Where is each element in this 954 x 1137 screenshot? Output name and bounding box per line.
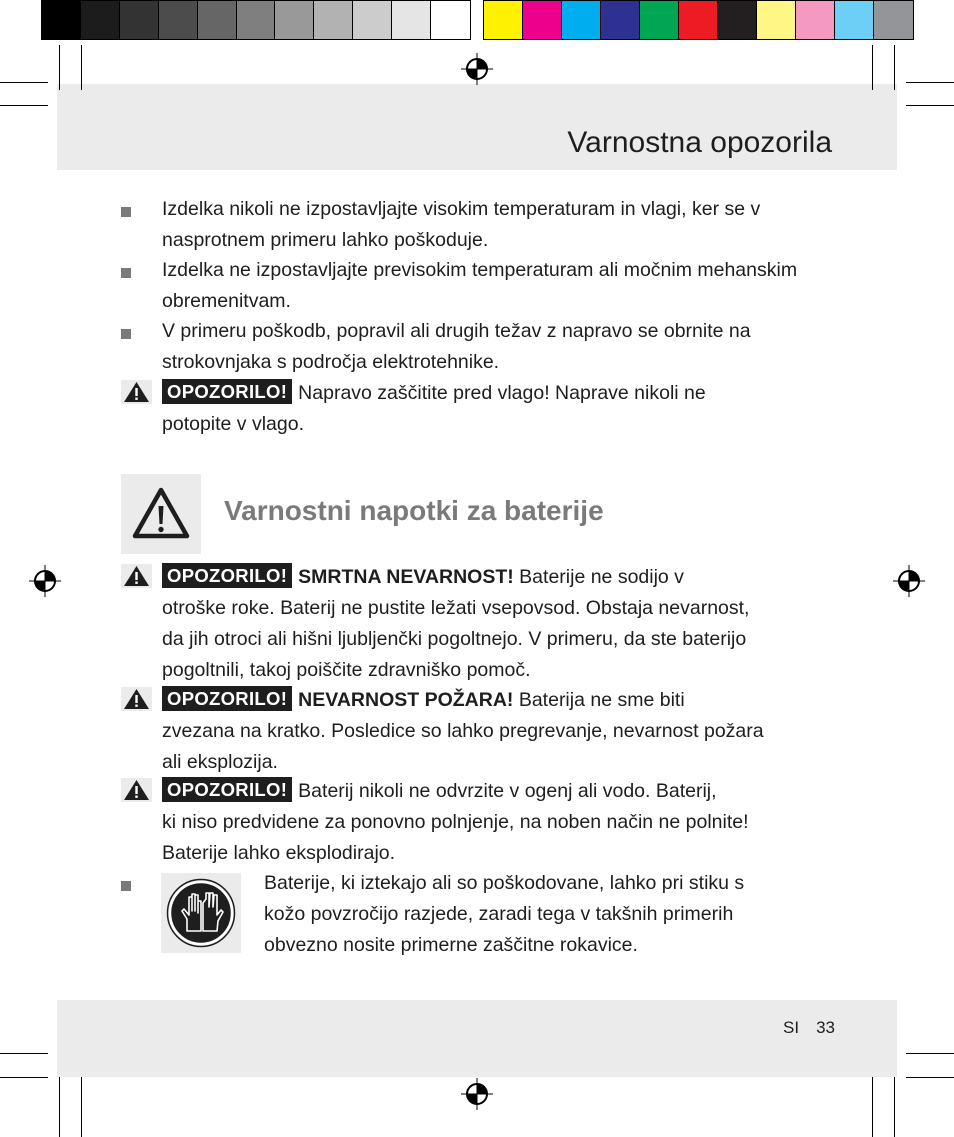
color-swatch [757,1,796,39]
color-swatch [353,1,392,39]
list-item-line: Izdelka nikoli ne izpostavljajte visokim temperaturam in vlagi, ker se v [162,198,761,220]
warning-strong-text: SMRTNA NEVARNOST! [298,566,514,588]
color-swatch [484,1,523,39]
warning-line: pogoltnili, takoj poiščite zdravniško pomoč. [162,659,531,681]
crop-mark [0,1053,48,1054]
warning-first-line [162,378,842,409]
color-swatch [640,1,679,39]
color-swatch [679,1,718,39]
bullet-marker [121,207,131,217]
list-item-line: strokovnjaka s področja elektrotehnike. [162,351,500,373]
color-swatch [237,1,276,39]
color-swatch [718,1,757,39]
list-item-line: nasprotnem primeru lahko poškoduje. [162,229,489,251]
warning-item [162,685,842,778]
warning-triangle-icon [121,687,152,711]
warning-line: Baterije lahko eksplodirajo. [162,842,396,864]
registration-mark-icon [29,565,61,597]
footer-band [57,1000,897,1077]
color-swatch [523,1,562,39]
warning-line: da jih otroci ali hišni ljubljenčki pogoltnejo. V primeru, da ste baterijo [162,628,747,650]
crop-mark [59,1075,60,1137]
warning-item [162,776,842,869]
color-swatch [796,1,835,39]
list-item-line: Izdelka ne izpostavljajte previsokim temperaturam ali močnim mehanskim [162,259,798,281]
registration-mark-icon [461,53,493,85]
list-item-line: obremenitvam. [162,290,291,312]
crop-mark [0,105,48,106]
list-item [162,316,842,378]
warning-line: ki niso predvidene za ponovno polnjenje, na noben način ne polnite! [162,811,749,833]
crop-mark [906,105,954,106]
glove-item-text [264,868,824,961]
color-swatch [314,1,353,39]
warning-badge: OPOZORILO! [162,379,292,404]
list-item-line: obvezno nosite primerne zaščitne rokavice. [264,934,638,956]
crop-mark [894,1075,895,1137]
crop-mark [872,45,873,90]
bullet-marker [121,268,131,278]
warning-badge: OPOZORILO! [162,563,292,588]
color-swatch [42,1,81,39]
crop-mark [906,1077,954,1078]
warning-line: otroške roke. Baterij ne pustite ležati vsepovsod. Obstaja nevarnost, [162,597,750,619]
color-swatch [198,1,237,39]
warning-first-line [162,776,842,807]
warning-line: potopite v vlago. [162,413,305,435]
warning-text: Baterije ne sodijo v [519,566,684,588]
warning-badge: OPOZORILO! [162,777,292,802]
process-color-bar [483,0,914,40]
protective-gloves-icon [161,873,241,953]
crop-mark [0,1077,48,1078]
language-code: SI [783,1018,800,1037]
crop-mark [59,45,60,90]
warning-text: Napravo zaščitite pred vlago! Naprave nikoli ne [298,382,706,404]
crop-mark [81,45,82,90]
section-icon-box [121,474,201,554]
page-number: 33 [816,1018,835,1037]
crop-mark [872,1075,873,1137]
crop-mark [0,82,48,83]
color-swatch [120,1,159,39]
warning-first-line [162,685,842,716]
crop-mark [906,82,954,83]
warning-line: ali eksplozija. [162,751,278,773]
registration-mark-icon [461,1078,493,1110]
warning-badge: OPOZORILO! [162,686,292,711]
list-item [162,255,842,317]
list-item-line: V primeru poškodb, popravil ali drugih težav z napravo se obrnite na [162,320,751,342]
warning-triangle-icon [121,380,152,404]
warning-triangle-icon [121,778,152,802]
crop-mark [81,1075,82,1137]
warning-strong-text: NEVARNOST POŽARA! [298,689,514,711]
color-swatch [601,1,640,39]
warning-triangle-icon [121,564,152,588]
color-swatch [275,1,314,39]
bullet-marker [121,329,131,339]
warning-item [162,378,842,440]
color-swatch [392,1,431,39]
section-title: Varnostni napotki za baterije [224,495,604,526]
color-swatch [159,1,198,39]
warning-first-line [162,562,842,593]
registration-mark-icon [893,565,925,597]
grayscale-color-bar [41,0,471,40]
bullet-marker [121,881,131,891]
warning-line: zvezana na kratko. Posledice so lahko pregrevanje, nevarnost požara [162,720,764,742]
warning-item [162,562,842,686]
list-item-line: kožo povzročijo razjede, zaradi tega v takšnih primerih [264,903,734,925]
crop-mark [906,1053,954,1054]
warning-text: Baterija ne sme biti [518,689,685,711]
page-title: Varnostna opozorila [567,126,832,159]
warning-triangle-icon [121,474,201,554]
color-swatch [431,1,470,39]
glove-icon-box [161,873,241,953]
warning-text: Baterij nikoli ne odvrzite v ogenj ali vodo. Baterij, [298,780,717,802]
color-swatch [81,1,120,39]
crop-mark [894,45,895,90]
color-swatch [874,1,913,39]
page-footer [783,1018,835,1038]
list-item-line: Baterije, ki iztekajo ali so poškodovane, lahko pri stiku s [264,872,745,894]
list-item [162,194,842,256]
color-swatch [835,1,874,39]
color-swatch [562,1,601,39]
